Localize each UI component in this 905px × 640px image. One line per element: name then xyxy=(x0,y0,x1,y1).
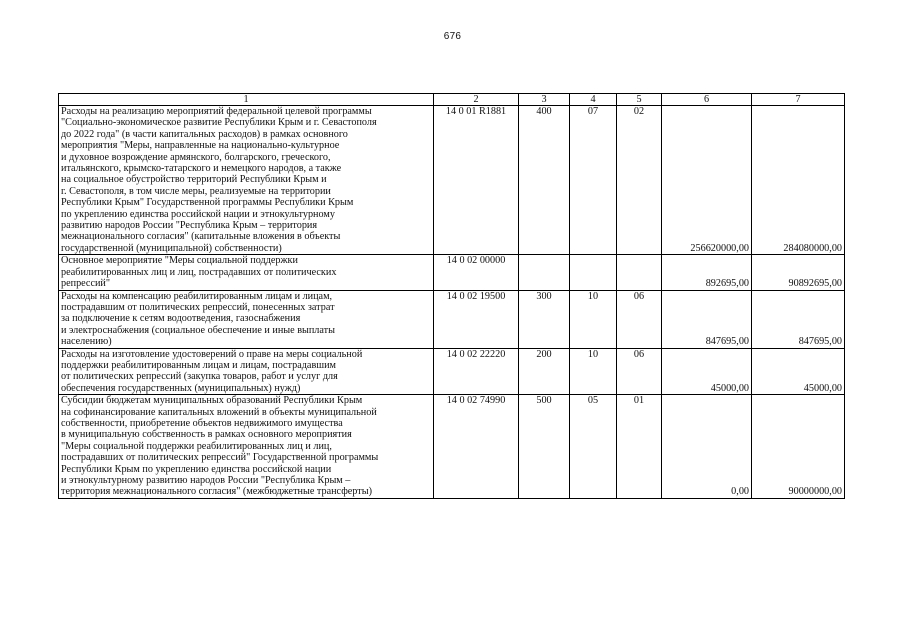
header-row xyxy=(59,94,845,106)
row-amount-col-6: 0,00 xyxy=(662,395,752,499)
row-col-4: 07 xyxy=(570,106,617,255)
header-col-4: 4 xyxy=(570,94,617,106)
table-row xyxy=(59,106,845,255)
row-col-5: 06 xyxy=(617,290,662,348)
row-description: Основное мероприятие "Меры социальной поддержки реабилитированных лиц и лиц, пострадавших от политических репрессий" xyxy=(59,255,434,290)
row-amount-col-7: 90892695,00 xyxy=(752,255,845,290)
row-code: 14 0 02 00000 xyxy=(434,255,519,290)
budget-table xyxy=(58,93,845,499)
row-col-3: 300 xyxy=(519,290,570,348)
row-col-3: 500 xyxy=(519,395,570,499)
row-description: Расходы на реализацию мероприятий федеральной целевой программы "Социально-экономическое развитие Республики Крым и г. Севастополя до 2022 года" (в части капитальных расходов) в рамках основного мероприятия "Меры, направленные на национально-культурное и духовное возрождение армянского, болгарского, греческого, итальянского, крымско-татарского и немецкого народов, а также на социальное обустройство территорий Республики Крым и г. Севастополя, в том числе меры, реализуемые на территории Республики Крым" Государственной программы Республики Крым по укреплению единства российской нации и этнокультурному развитию народов России "Республика Крым – территория межнационального согласия" (капитальные вложения в объекты государственной (муниципальной) собственности) xyxy=(59,106,434,255)
table-row xyxy=(59,290,845,348)
row-col-5 xyxy=(617,255,662,290)
row-code: 14 0 02 19500 xyxy=(434,290,519,348)
row-amount-col-6: 892695,00 xyxy=(662,255,752,290)
header-col-7: 7 xyxy=(752,94,845,106)
row-col-3: 400 xyxy=(519,106,570,255)
row-amount-col-7: 847695,00 xyxy=(752,290,845,348)
row-code: 14 0 01 R1881 xyxy=(434,106,519,255)
row-amount-col-7: 45000,00 xyxy=(752,348,845,395)
header-col-2: 2 xyxy=(434,94,519,106)
row-code: 14 0 02 74990 xyxy=(434,395,519,499)
row-amount-col-7: 284080000,00 xyxy=(752,106,845,255)
header-col-3: 3 xyxy=(519,94,570,106)
page-number: 676 xyxy=(443,31,462,42)
row-description: Расходы на изготовление удостоверений о праве на меры социальной поддержки реабилитированным лицам и лицам, пострадавшим от политических репрессий (закупка товаров, работ и услуг для обеспечения государственных (муниципальных) нужд) xyxy=(59,348,434,395)
row-amount-col-6: 45000,00 xyxy=(662,348,752,395)
row-description: Субсидии бюджетам муниципальных образований Республики Крым на софинансирование капитальных вложений в объекты муниципальной собственности, приобретение объектов недвижимого имущества в муниципальную собственность в рамках основного мероприятия "Меры социальной поддержки реабилитированных лиц и лиц, пострадавших от политических репрессий" Государственной программы Республики Крым по укреплению единства российской нации и этнокультурному развитию народов России "Республика Крым – территория межнационального согласия" (межбюджетные трансферты) xyxy=(59,395,434,499)
row-amount-col-6: 256620000,00 xyxy=(662,106,752,255)
row-col-3: 200 xyxy=(519,348,570,395)
row-col-5: 01 xyxy=(617,395,662,499)
row-col-3 xyxy=(519,255,570,290)
row-amount-col-6: 847695,00 xyxy=(662,290,752,348)
row-code: 14 0 02 22220 xyxy=(434,348,519,395)
row-col-4: 10 xyxy=(570,290,617,348)
table-row xyxy=(59,348,845,395)
table-row xyxy=(59,255,845,290)
row-col-4: 10 xyxy=(570,348,617,395)
row-amount-col-7: 90000000,00 xyxy=(752,395,845,499)
row-col-5: 02 xyxy=(617,106,662,255)
header-col-5: 5 xyxy=(617,94,662,106)
row-col-4 xyxy=(570,255,617,290)
header-col-1: 1 xyxy=(59,94,434,106)
header-col-6: 6 xyxy=(662,94,752,106)
row-col-5: 06 xyxy=(617,348,662,395)
row-description: Расходы на компенсацию реабилитированным лицам и лицам, пострадавшим от политических репрессий, понесенных затрат за подключение к сетям водоотведения, газоснабжения и электроснабжения (социальное обеспечение и иные выплаты населению) xyxy=(59,290,434,348)
table-row xyxy=(59,395,845,499)
row-col-4: 05 xyxy=(570,395,617,499)
